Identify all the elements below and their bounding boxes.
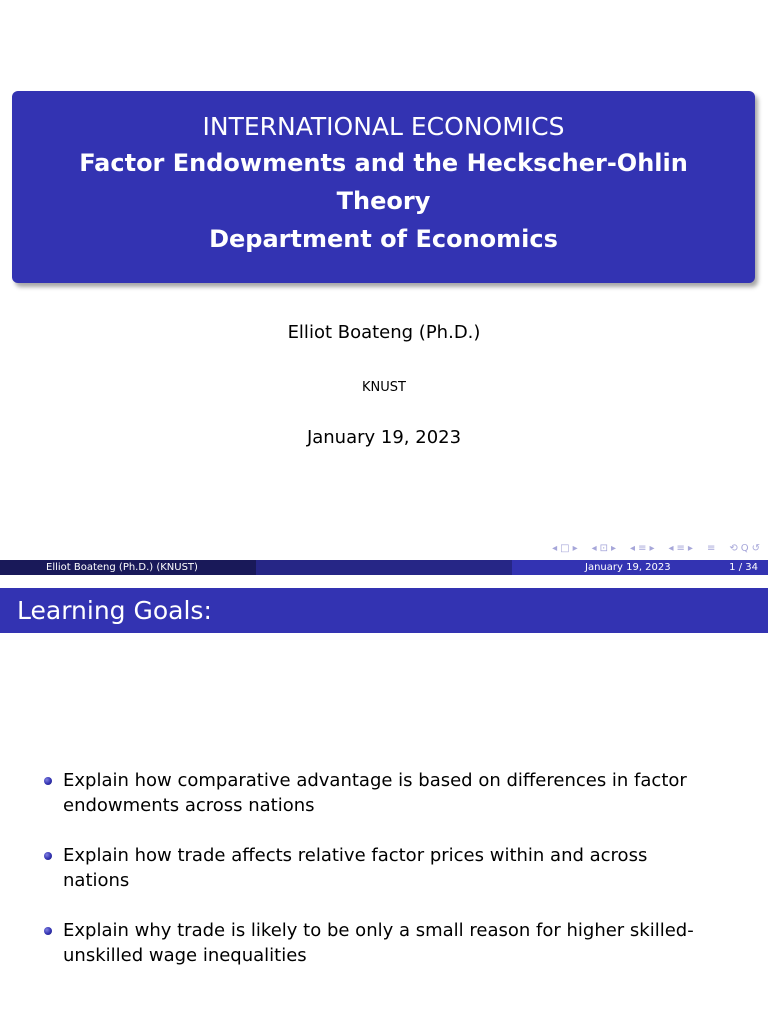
bullet-icon bbox=[44, 777, 52, 785]
author-name: Elliot Boateng (Ph.D.) bbox=[287, 322, 481, 343]
nav-next-part-icon[interactable]: ▸ bbox=[687, 542, 693, 554]
nav-prev-section-icon[interactable]: ◂ bbox=[630, 542, 636, 554]
nav-subsection-icon[interactable]: ⊡ bbox=[599, 542, 609, 554]
footer-title bbox=[256, 560, 512, 575]
goal-text: Explain why trade is likely to be only a small reason for higher skilled-unskilled wage inequalities bbox=[63, 920, 694, 966]
nav-prev-part-icon[interactable]: ◂ bbox=[668, 542, 674, 554]
subtitle-line-1: Factor Endowments and the Heckscher-Ohlin bbox=[79, 149, 688, 177]
navigation-bar bbox=[552, 540, 760, 556]
goal-text: Explain how trade affects relative factor prices within and across nations bbox=[63, 845, 648, 891]
nav-part-icon[interactable]: ≡ bbox=[676, 542, 685, 554]
institute-name: KNUST bbox=[362, 380, 406, 395]
bullet-icon bbox=[44, 927, 52, 935]
nav-align-icon[interactable]: ≡ bbox=[706, 542, 716, 554]
nav-next-section-icon[interactable]: ▸ bbox=[649, 542, 655, 554]
subtitle-line-2: Theory bbox=[336, 187, 431, 215]
goal-text: Explain how comparative advantage is based on differences in factor endowments across nations bbox=[63, 770, 687, 816]
subtitle-line-3: Department of Economics bbox=[209, 225, 558, 253]
presentation-title: INTERNATIONAL ECONOMICS bbox=[202, 112, 565, 141]
nav-next-frame-icon[interactable]: ▸ bbox=[572, 542, 578, 554]
title-block bbox=[12, 91, 755, 283]
nav-forward-icon[interactable]: ↺ bbox=[751, 542, 760, 554]
footer-date: January 19, 2023 bbox=[585, 562, 671, 573]
nav-next-subsection-icon[interactable]: ▸ bbox=[611, 542, 617, 554]
nav-back-icon[interactable]: ⟲ bbox=[729, 542, 738, 554]
bullet-icon bbox=[44, 852, 52, 860]
nav-prev-frame-icon[interactable]: ◂ bbox=[552, 542, 558, 554]
list-item bbox=[0, 843, 768, 893]
nav-zoom-icon[interactable]: Q bbox=[740, 542, 749, 554]
footer-page-number: 1 / 34 bbox=[729, 562, 758, 573]
nav-prev-subsection-icon[interactable]: ◂ bbox=[591, 542, 597, 554]
nav-section-icon[interactable]: ≡ bbox=[638, 542, 647, 554]
footer-author: Elliot Boateng (Ph.D.) (KNUST) bbox=[0, 560, 256, 575]
learning-goals-slide bbox=[0, 575, 768, 1024]
frame-title: Learning Goals: bbox=[0, 588, 768, 633]
list-item bbox=[0, 918, 768, 968]
list-item bbox=[0, 768, 768, 818]
goals-list bbox=[0, 768, 768, 993]
nav-frame-icon[interactable]: □ bbox=[560, 542, 570, 554]
footer-info bbox=[512, 560, 768, 575]
presentation-date: January 19, 2023 bbox=[306, 427, 462, 448]
slide-footer bbox=[0, 560, 768, 575]
